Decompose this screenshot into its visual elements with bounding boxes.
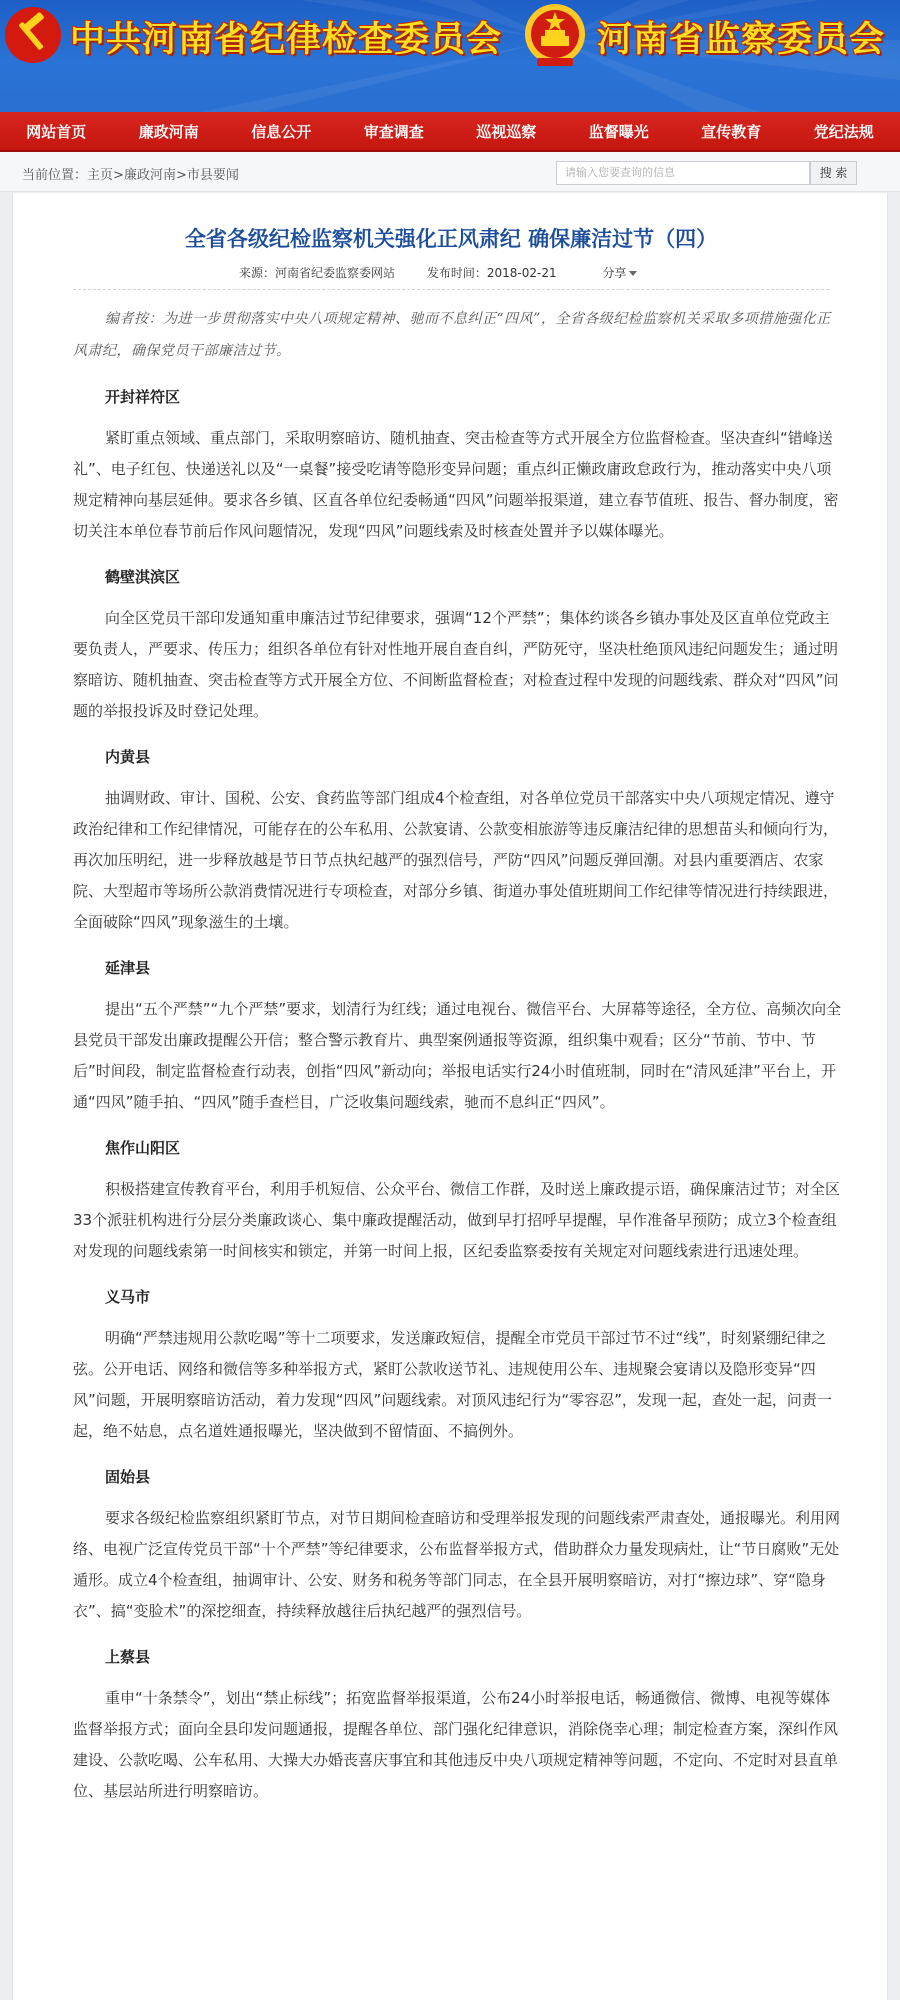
section-heading: 义马市 [105,1288,151,1306]
breadcrumb-sep: > [113,168,124,183]
breadcrumb-sep: > [175,168,187,183]
title-divider [73,289,829,290]
section-paragraph: 紧盯重点领域、重点部门，采取明察暗访、随机抽查、突击检查等方式开展全方位监督检查。坚决查纠“错峰送礼”、电子红包、快递送礼以及“一桌餐”接受吃请等隐形变异问题；重点纠正懒政庸政怠政行为，推动落实中央八项规定精神向基层延伸。要求各乡镇、区直各单位纪委畅通“四风”问题举报渠道，建立春节值班、报告、督办制度，密切关注本单位春节前后作风问题情况，发现“四风”问题线索及时核查处置并予以媒体曝光。 [73,429,839,540]
site-banner [0,0,900,112]
nav-item-home[interactable]: 网站首页 [26,123,87,141]
share-label: 分享 [602,266,627,280]
time-label: 发布时间： [426,266,487,280]
section-heading: 鹤壁淇滨区 [105,568,181,586]
article-time [427,266,557,280]
breadcrumb-city-news[interactable]: 市县要闻 [186,168,239,183]
nav-item-inspection[interactable]: 巡视巡察 [476,123,537,141]
section-paragraph: 向全区党员干部印发通知重申廉洁过节纪律要求，强调“12个严禁”；集体约谈各乡镇办事处及区直单位党政主要负责人，严要求、传压力；组织各单位有针对性地开展自查自纠，严防死守，坚决杜绝顶风违纪问题发生；通过明察暗访、随机抽查、突击检查等方式开展全方位、不间断监督检查；对检查过程中发现的问题线索、群众对“四风”问题的举报投诉及时登记处理。 [73,609,839,720]
breadcrumb-home[interactable]: 主页 [87,168,114,183]
article-container [12,193,888,2000]
section-heading: 延津县 [105,959,151,977]
chevron-down-icon [629,271,637,276]
source-value: 河南省纪委监察委网站 [275,266,396,280]
search-input[interactable]: 请输入您要查询的信息 [556,161,810,185]
breadcrumb-lianzheng[interactable]: 廉政河南 [123,168,176,183]
search-button[interactable]: 搜 索 [810,161,857,185]
section-heading: 上蔡县 [105,1648,151,1666]
section-paragraph: 重申“十条禁令”，划出“禁止标线”；拓宽监督举报渠道，公布24小时举报电话，畅通微信、微博、电视等媒体监督举报方式；面向全县印发问题通报，提醒各单位、部门强化纪律意识，消除侥幸心理；制定检查方案，深纠作风建设、公款吃喝、公车私用、大操大办婚丧喜庆事宜和其他违反中央八项规定精神等问题，不定向、不定时对县直单位、基层站所进行明察暗访。 [73,1689,839,1800]
nav-item-regulations[interactable]: 党纪法规 [813,123,874,141]
nav-item-review-investigation[interactable]: 审查调查 [363,123,424,141]
national-emblem-icon [523,2,587,70]
section-heading: 内黄县 [105,748,151,766]
section-heading: 焦作山阳区 [105,1139,181,1157]
nav-item-exposure[interactable]: 监督曝光 [588,123,649,141]
main-nav [0,112,900,152]
breadcrumb-bar [0,152,900,192]
nav-item-lianzheng-henan[interactable]: 廉政河南 [138,123,199,141]
section-paragraph: 提出“五个严禁”“九个严禁”要求，划清行为红线；通过电视台、微信平台、大屏幕等途径，全方位、高频次向全县党员干部发出廉政提醒公开信；整合警示教育片、典型案例通报等资源，组织集中观看；区分“节前、节中、节后”时间段，制定监督检查行动表，创指“四风”新动向；举报电话实行24小时值班制，同时在“清风延津”平台上，开通“四风”随手拍、“四风”随手查栏目，广泛收集问题线索，驰而不息纠正“四风”。 [73,1000,842,1111]
breadcrumb-prefix: 当前位置： [22,168,88,183]
source-label: 来源： [239,266,276,280]
site-title-left: 中共河南省纪律检查委员会 [70,20,503,60]
section-paragraph: 明确“严禁违规用公款吃喝”等十二项要求，发送廉政短信，提醒全市党员干部过节不过“线”，时刻紧绷纪律之弦。公开电话、网络和微信等多种举报方式，紧盯公款收送节礼、违规使用公车、违规聚会宴请以及隐形变异“四风”问题，开展明察暗访活动，着力发现“四风”问题线索。对顶风违纪行为“零容忍”，发现一起，查处一起，问责一起，绝不姑息，点名道姓通报曝光，坚决做到不留情面、不搞例外。 [73,1329,832,1440]
nav-item-info-public[interactable]: 信息公开 [251,123,312,141]
section-paragraph: 抽调财政、审计、国税、公安、食药监等部门组成4个检查组，对各单位党员干部落实中央八项规定情况、遵守政治纪律和工作纪律情况，可能存在的公车私用、公款宴请、公款变相旅游等违反廉洁纪律的思想苗头和倾向行为，再次加压明纪，进一步释放越是节日节点执纪越严的强烈信号，严防“四风”问题反弹回潮。对县内重要酒店、农家院、大型超市等场所公款消费情况进行专项检查，对部分乡镇、街道办事处值班期间工作纪律等情况进行持续跟进，全面破除“四风”现象滋生的土壤。 [73,789,839,931]
article-meta [239,264,665,281]
editor-note: 编者按：为进一步贯彻落实中央八项规定精神、驰而不息纠正“四风”，全省各级纪检监察机关采取多项措施强化正风肃纪，确保党员干部廉洁过节。 [73,311,831,359]
nav-item-education[interactable]: 宣传教育 [701,123,762,141]
party-emblem-icon [4,6,62,64]
share-button[interactable] [602,266,637,280]
site-title-right: 河南省监察委员会 [597,20,886,60]
section-heading: 固始县 [105,1468,151,1486]
article-body [73,303,843,1817]
article-title: 全省各级纪检监察机关强化正风肃纪 确保廉洁过节（四） [184,227,718,251]
breadcrumb [22,164,239,183]
section-heading: 开封祥符区 [105,388,181,406]
section-paragraph: 要求各级纪检监察组织紧盯节点，对节日期间检查暗访和受理举报发现的问题线索严肃查处，通报曝光。利用网络、电视广泛宣传党员干部“十个严禁”等纪律要求，公布监督举报方式，借助群众力量发现病灶，让“节日腐败”无处遁形。成立4个检查组，抽调审计、公安、财务和税务等部门同志，在全县开展明察暗访，对打“擦边球”、穿“隐身衣”、搞“变脸术”的深挖细查，持续释放越往后执纪越严的强烈信号。 [73,1509,841,1620]
section-paragraph: 积极搭建宣传教育平台，利用手机短信、公众平台、微信工作群，及时送上廉政提示语，确保廉洁过节；对全区33个派驻机构进行分层分类廉政谈心、集中廉政提醒活动，做到早打招呼早提醒，早作准备早预防；成立3个检查组对发现的问题线索第一时间核实和锁定，并第一时间上报，区纪委监察委按有关规定对问题线索进行迅速处理。 [73,1180,841,1260]
article-source [239,266,395,280]
time-value: 2018-02-21 [486,266,557,280]
